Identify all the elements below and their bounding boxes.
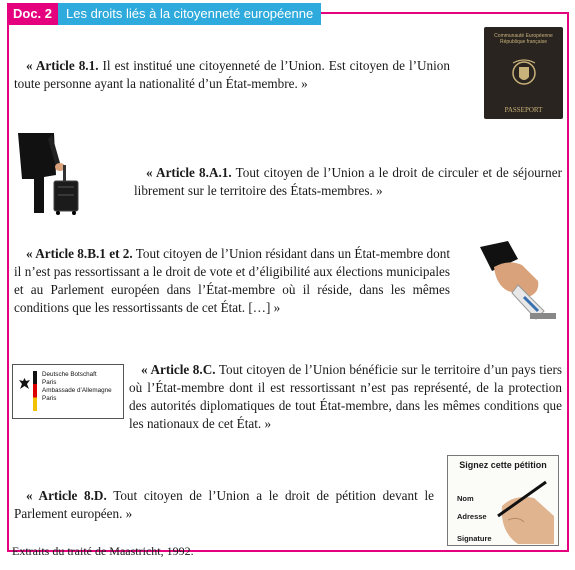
coat-of-arms-icon [510, 57, 538, 89]
sign-line-1: Deutsche Botschaft [42, 371, 97, 378]
article-ref: « Article 8.B.1 et 2. [26, 246, 133, 261]
article-text: Tout citoyen de l’Union bénéficie sur le territoire d’un pays tiers où l’État-membre dont il est ressortissant n’est pas représenté, de la protection des autorités diplomatiques de tout État-membre, dans les mêmes conditions que les nationaux de cet État. » [129, 362, 562, 431]
petition-image [447, 455, 559, 546]
article-8-a-1 [134, 164, 562, 200]
embassy-sign-text [42, 371, 112, 403]
petition-field-signature: Signature [457, 534, 492, 543]
sign-line-2: Paris [42, 379, 57, 386]
article-text: Tout citoyen de l’Union résidant dans un État-membre dont il n’est pas ressortissant a le droit de vote et d’éligibilité aux élections municipales et au Parlement européen dans l’État-membre où il réside, dans les mêmes conditions que les ressortissants de cet État. […] » [14, 246, 450, 315]
petition-field-address: Adresse [457, 512, 487, 521]
article-text: Tout citoyen de l’Union a le droit de pétition devant le Parlement européen. » [14, 488, 434, 521]
article-text: Tout citoyen de l’Union a le droit de circuler et de séjourner librement sur le territoire des États-membres. » [134, 165, 562, 198]
embassy-sign-image [12, 364, 124, 419]
article-text: Il est institué une citoyenneté de l’Union. Est citoyen de l’Union toute personne ayant la nationalité d’un État-membre. » [14, 58, 450, 91]
doc-number-badge: Doc. 2 [7, 3, 58, 25]
article-ref: « Article 8.1. [26, 58, 99, 73]
document-header [7, 3, 321, 25]
article-ref: « Article 8.A.1. [146, 165, 232, 180]
article-8-b-1-2 [14, 245, 450, 317]
voting-hand-image [478, 241, 560, 323]
german-flag-bar [33, 371, 37, 411]
sign-line-3: Ambassade d’Allemagne [42, 387, 112, 394]
doc-title: Les droits liés à la citoyenneté européenne [58, 3, 321, 25]
passport-line-2: République française [500, 39, 547, 45]
passport-header-text [484, 33, 563, 45]
petition-field-name: Nom [457, 494, 474, 503]
writing-hand-icon [494, 476, 558, 544]
article-8-1 [14, 57, 450, 93]
article-ref: « Article 8.C. [141, 362, 216, 377]
passport-image [484, 27, 563, 119]
eagle-icon [18, 377, 31, 391]
petition-title: Signez cette pétition [459, 460, 547, 470]
article-8-c [129, 361, 562, 433]
traveller-suitcase-image [14, 133, 86, 215]
sign-line-4: Paris [42, 395, 57, 402]
source-citation: Extraits du traité de Maastricht, 1992. [12, 544, 194, 558]
passport-line-1: Communauté Européenne [494, 33, 553, 39]
article-ref: « Article 8.D. [26, 488, 107, 503]
article-8-d [14, 487, 434, 523]
passport-cover-label: PASSEPORT [504, 106, 543, 114]
